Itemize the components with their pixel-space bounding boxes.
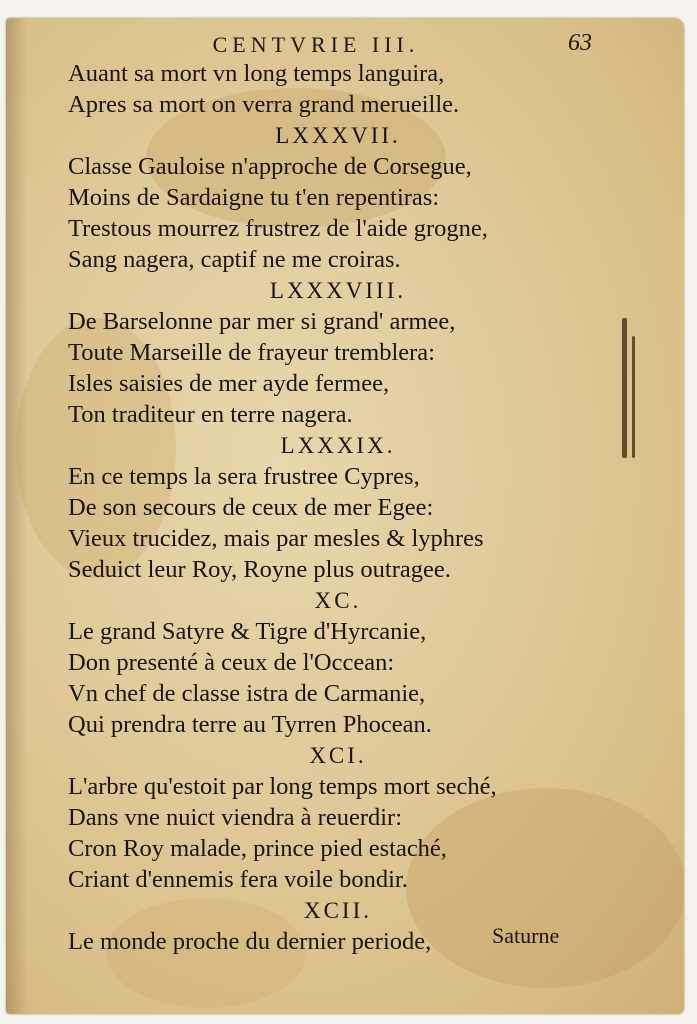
ink-mark (622, 318, 627, 458)
verse-line: Sang nagera, captif ne me croiras. (68, 246, 401, 273)
running-title: CENTVRIE III. (212, 32, 420, 57)
verse-line: En ce temps la sera frustree Cypres, (68, 463, 420, 490)
verse-line: Classe Gauloise n'approche de Corsegue, (68, 153, 472, 180)
verse-line: Trestous mourrez frustrez de l'aide grogne, (68, 215, 488, 242)
verse-line: Le grand Satyre & Tigre d'Hyrcanie, (68, 618, 427, 645)
ink-mark (632, 336, 635, 458)
verse-line: Apres sa mort on verra grand merueille. (68, 91, 460, 118)
quatrain-number: XC. (314, 588, 362, 613)
verse-line: Seduict leur Roy, Royne plus outragee. (68, 556, 451, 583)
verse-line: Le monde proche du dernier periode, (68, 928, 432, 955)
quatrain-number: XCI. (309, 743, 367, 768)
page-number: 63 (568, 30, 592, 56)
verse-line: De Barselonne par mer si grand' armee, (68, 308, 456, 335)
quatrain-number: LXXXVII. (275, 123, 401, 148)
verse-line: De son secours de ceux de mer Egee: (68, 494, 434, 521)
verse-line: Ton traditeur en terre nagera. (68, 401, 353, 428)
verse-line: Cron Roy malade, prince pied estaché, (68, 835, 447, 862)
verse-line: Criant d'ennemis fera voile bondir. (68, 866, 408, 893)
book-page (6, 18, 684, 1014)
verse-line: Moins de Sardaigne tu t'en repentiras: (68, 184, 440, 211)
verse-line: Don presenté à ceux de l'Occean: (68, 649, 395, 676)
verse-line: Vieux trucidez, mais par mesles & lyphres (68, 525, 484, 552)
quatrain-number: XCII. (303, 898, 373, 923)
verse-line: Auant sa mort vn long temps languira, (68, 60, 445, 87)
verse-line: Dans vne nuict viendra à reuerdir: (68, 804, 403, 831)
verse-line: Isles saisies de mer ayde fermee, (68, 370, 390, 397)
quatrain-number: LXXXVIII. (269, 278, 407, 303)
quatrain-number: LXXXIX. (280, 433, 396, 458)
verse-line: Qui prendra terre au Tyrren Phocean. (68, 711, 432, 738)
page-gutter-shadow (6, 18, 28, 1014)
text-block (68, 58, 608, 957)
verse-line: L'arbre qu'estoit par long temps mort seché, (68, 773, 497, 800)
catchword: Saturne (492, 923, 560, 948)
verse-line: Toute Marseille de frayeur tremblera: (68, 339, 435, 366)
verse-line: Vn chef de classe istra de Carmanie, (68, 680, 426, 707)
